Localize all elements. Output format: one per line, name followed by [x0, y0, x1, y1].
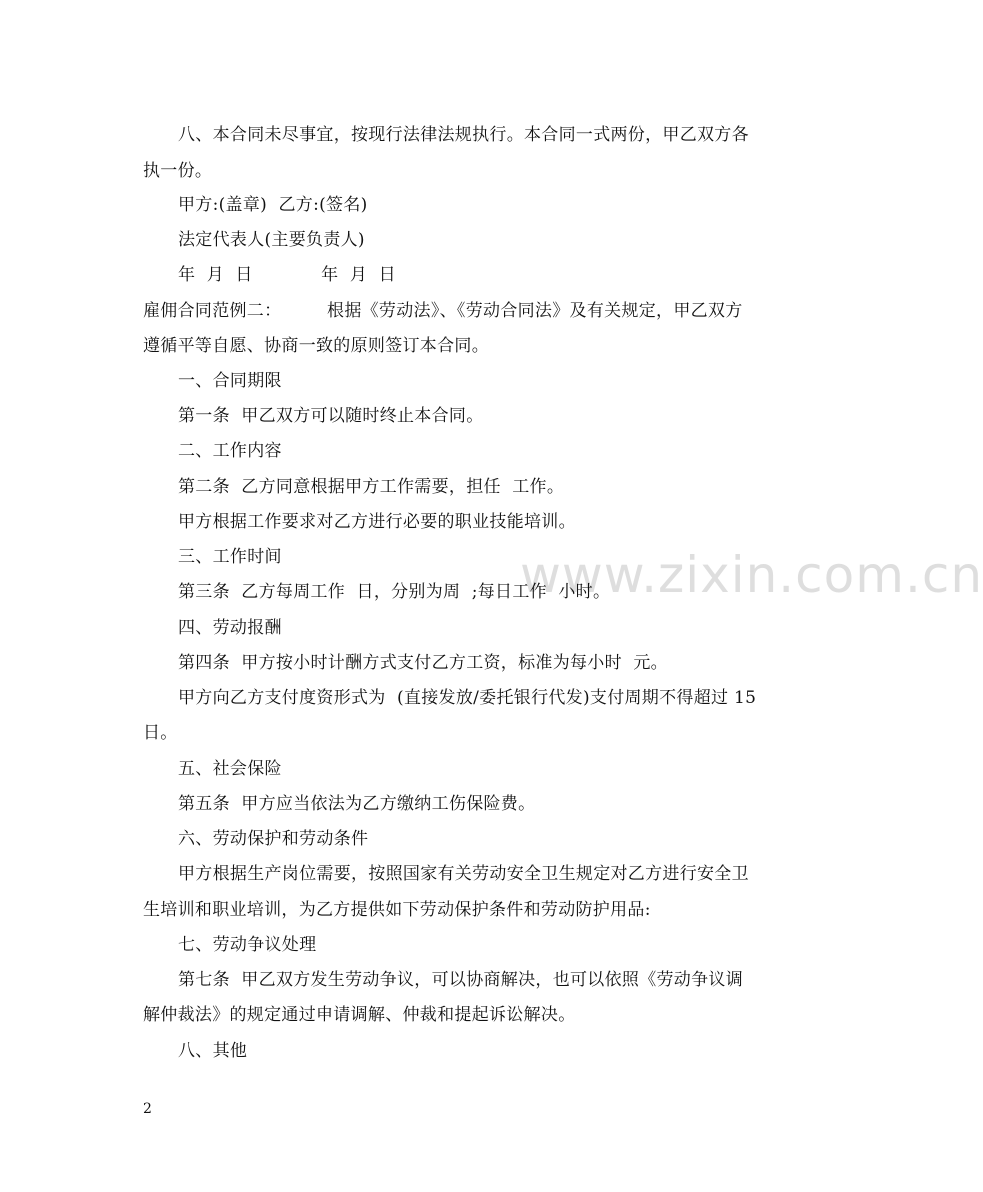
text-line: 法定代表人(主要负责人)	[178, 230, 365, 250]
text-line: 遵循平等自愿、协商一致的原则签订本合同。	[143, 336, 489, 356]
text-line: 日。	[143, 723, 178, 743]
text-line: 第三条 乙方每周工作 日，分别为周 ;每日工作 小时。	[178, 582, 611, 602]
text-line: 第四条 甲方按小时计酬方式支付乙方工资，标准为每小时 元。	[178, 653, 668, 673]
section-heading: 六、劳动保护和劳动条件	[178, 829, 369, 849]
section-heading: 五、社会保险	[178, 759, 282, 779]
section-heading: 一、合同期限	[178, 371, 282, 391]
page-number: 2	[143, 1101, 152, 1117]
text-line: 八、本合同未尽事宜，按现行法律法规执行。本合同一式两份，甲乙双方各	[178, 125, 749, 145]
text-line: 甲方根据生产岗位需要，按照国家有关劳动安全卫生规定对乙方进行安全卫	[178, 864, 749, 884]
text-line: 解仲裁法》的规定通过申请调解、仲裁和提起诉讼解决。	[143, 1005, 576, 1025]
text-line: 甲方:(盖章) 乙方:(签名)	[178, 195, 368, 215]
text-line: 年 月 日 年 月 日	[178, 265, 396, 285]
text-line: 雇佣合同范例二： 根据《劳动法》、《劳动合同法》及有关规定，甲乙双方	[143, 301, 743, 321]
watermark: www.zixin.com.cn	[520, 546, 983, 604]
text-line: 第一条 甲乙双方可以随时终止本合同。	[178, 406, 484, 426]
section-heading: 四、劳动报酬	[178, 618, 282, 638]
section-heading: 八、其他	[178, 1041, 248, 1061]
section-heading: 七、劳动争议处理	[178, 935, 317, 955]
text-line: 执一份。	[143, 161, 213, 181]
section-heading: 二、工作内容	[178, 441, 282, 461]
text-line: 生培训和职业培训，为乙方提供如下劳动保护条件和劳动防护用品:	[143, 900, 651, 920]
text-line: 甲方向乙方支付度资形式为 (直接发放/委托银行代发)支付周期不得超过 15	[178, 688, 757, 708]
text-line: 甲方根据工作要求对乙方进行必要的职业技能培训。	[178, 512, 576, 532]
text-line: 第二条 乙方同意根据甲方工作需要，担任 工作。	[178, 477, 565, 497]
text-line: 第五条 甲方应当依法为乙方缴纳工伤保险费。	[178, 794, 536, 814]
text-line: 第七条 甲乙双方发生劳动争议，可以协商解决，也可以依照《劳动争议调	[178, 970, 744, 990]
section-heading: 三、工作时间	[178, 547, 282, 567]
